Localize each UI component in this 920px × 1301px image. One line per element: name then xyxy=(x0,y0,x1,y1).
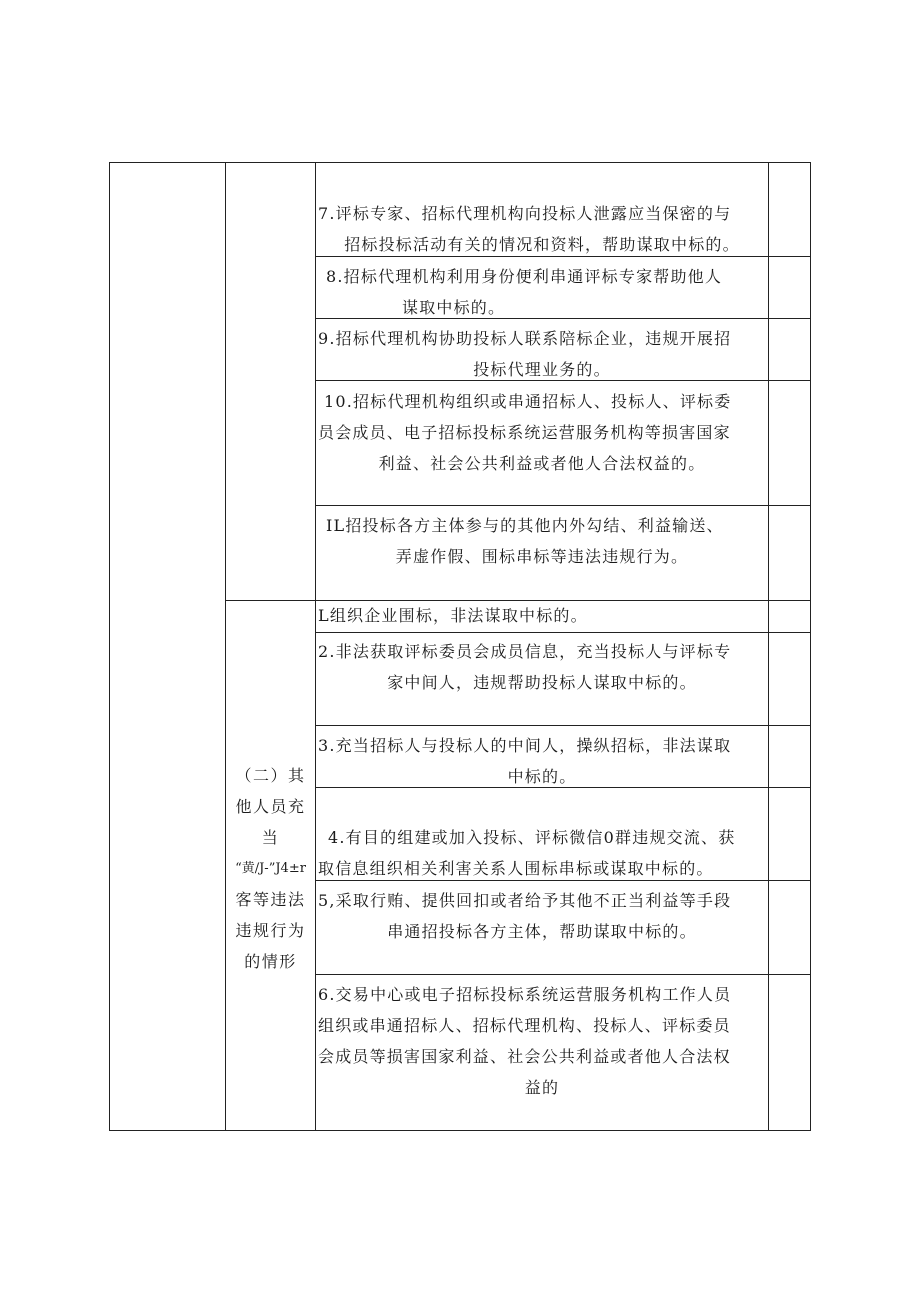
item-8 xyxy=(316,261,768,323)
category-line: 的情形 xyxy=(244,952,297,971)
category-line: “黄/J-”J4±r xyxy=(235,861,306,876)
item-line: 益的 xyxy=(524,1078,560,1097)
item-line: 招标投标活动有关的情况和资料，帮助谋取中标的。 xyxy=(344,235,740,254)
item-line: 串通招投标各方主体，帮助谋取中标的。 xyxy=(387,922,697,941)
table-bottom-border xyxy=(109,1130,811,1131)
column-divider-3 xyxy=(768,162,769,1131)
item-2-3 xyxy=(316,730,768,792)
category-line: 当 xyxy=(261,828,280,847)
table-right-border xyxy=(810,162,811,1131)
row-divider xyxy=(315,505,811,506)
row-divider xyxy=(315,632,811,633)
item-line: 9.招标代理机构协助投标人联系陪标企业，违规开展招 xyxy=(318,329,732,348)
item-line: 取信息组织相关利害关系人围标串标或谋取中标的。 xyxy=(318,859,714,878)
item-line: 6.交易中心或电子招标投标系统运营服务机构工作人员 xyxy=(318,985,732,1004)
item-line: 4.有目的组建或加入投标、评标微信0群违规交流、获 xyxy=(328,828,736,847)
item-7 xyxy=(316,198,768,260)
item-10 xyxy=(316,386,768,479)
item-line: 谋取中标的。 xyxy=(402,298,506,317)
item-line: L组织企业围标，非法谋取中标的。 xyxy=(318,606,588,625)
item-line: 中标的。 xyxy=(507,767,577,786)
category-line: 违规行为 xyxy=(235,921,306,940)
table-top-border xyxy=(109,162,811,163)
item-line: 家中间人，违规帮助投标人谋取中标的。 xyxy=(387,673,697,692)
item-line: 组织或串通招标人、招标代理机构、投标人、评标委员 xyxy=(318,1016,731,1035)
item-line: 会成员等损害国家利益、社会公共利益或者他人合法权 xyxy=(318,1047,731,1066)
item-line: 3.充当招标人与投标人的中间人，操纵招标，非法谋取 xyxy=(318,736,732,755)
item-2-6 xyxy=(316,979,768,1103)
item-line: 10.招标代理机构组织或串通招标人、投标人、评标委 xyxy=(324,392,732,411)
row-divider xyxy=(315,725,811,726)
item-line: IL招投标各方主体参与的其他内外勾结、利益输送、 xyxy=(326,516,724,535)
item-line: 投标代理业务的。 xyxy=(473,360,611,379)
category-line: 客等违法 xyxy=(235,890,306,909)
item-2-4 xyxy=(316,822,768,884)
table-left-border xyxy=(109,162,110,1131)
item-line: 5,采取行贿、提供回扣或者给予其他不正当利益等手段 xyxy=(318,891,732,910)
column-divider-1 xyxy=(225,162,226,1131)
item-9 xyxy=(316,323,768,385)
item-2-5 xyxy=(316,885,768,947)
item-2-2 xyxy=(316,636,768,698)
item-2-1 xyxy=(316,600,768,631)
item-line: 2.非法获取评标委员会成员信息，充当投标人与评标专 xyxy=(318,642,732,661)
category-line: （二）其 xyxy=(235,766,306,785)
category-line: 他人员充 xyxy=(235,797,306,816)
row-divider xyxy=(315,974,811,975)
category-other-personnel xyxy=(226,760,315,977)
item-line: 7.评标专家、招标代理机构向投标人泄露应当保密的与 xyxy=(318,204,732,223)
item-11 xyxy=(316,510,768,572)
item-line: 弄虚作假、围标串标等违法违规行为。 xyxy=(395,547,689,566)
item-line: 利益、社会公共利益或者他人合法权益的。 xyxy=(378,454,706,473)
item-line: 8.招标代理机构利用身份便利串通评标专家帮助他人 xyxy=(326,267,723,286)
item-line: 员会成员、电子招标投标系统运营服务机构等损害国家 xyxy=(318,423,731,442)
